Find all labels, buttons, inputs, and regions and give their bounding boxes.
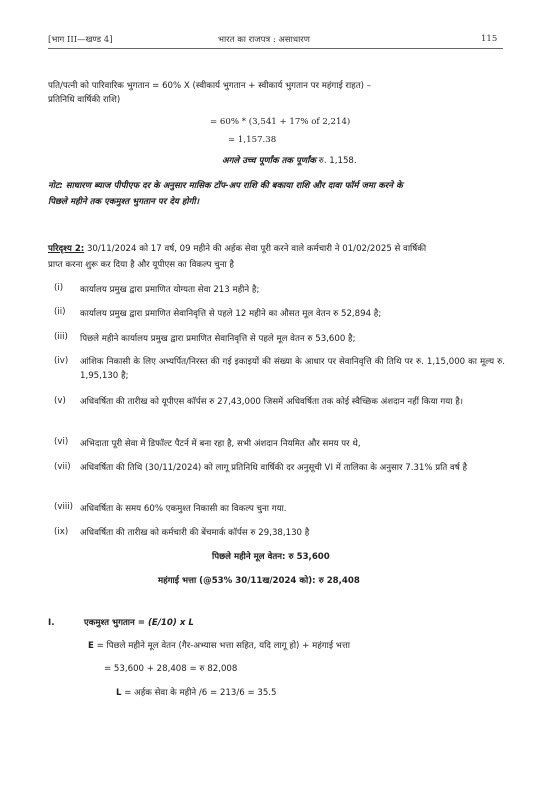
list-item: अधिवर्षिता की तिथि (30/11/2024) को लागू प्रतिनिधि वार्षिकी दर अनुसूची VI में तालिका के अनुसार 7.31% प्रति वर्ष है [80, 463, 468, 473]
scenario-intro-line-2: प्राप्त करना शुरू कर दिया है और यूपीएस का विकल्प चुना है [48, 260, 234, 270]
list-item: कार्यालय प्रमुख द्वारा प्रमाणित सेवानिवृत्ति से पहले 12 महीने का औसत मूल वेतन रु 52,894 है; [80, 309, 382, 319]
section-number: I. [48, 618, 55, 628]
header-section-label: [भाग III—खण्ड 4] [48, 35, 113, 45]
page-number: 115 [481, 34, 498, 44]
list-item: अभिदाता पूरी सेवा में डिफॉल्ट पैटर्न में बना रहा है, सभी अंशदान नियमित और समय पर थे, [80, 439, 361, 449]
summary-dearness-allowance: महंगाई भत्ता (@53% 30/11ख/2024 को): रु 28,408 [158, 576, 360, 586]
list-item-number: (vii) [54, 462, 71, 472]
e-text: = पिछले महीने मूल वेतन (गैर-अभ्यास भत्ता सहित, यदि लागू हो) + महंगाई भत्ता [93, 641, 350, 651]
l-definition [116, 687, 277, 699]
formula-calc-2: = 1,157.38 [228, 135, 277, 145]
list-item: अधिवर्षिता की तारीख को यूपीएस कॉर्पस रु 27,43,000 जिसमें अधिवर्षिता तक कोई स्वैच्छिक अंशदान नहीं किया गया है। [80, 397, 464, 407]
list-item-number: (vi) [54, 437, 69, 447]
list-item: कार्यालय प्रमुख द्वारा प्रमाणित योग्यता सेवा 213 महीने है; [80, 285, 260, 295]
scenario-text-1: 30/11/2024 को 17 वर्ष, 09 महीने की अर्हक सेवा पूरी करने वाले कर्मचारी ने 01/02/2025 से वार्षिकी [84, 244, 427, 254]
list-item-number: (i) [54, 283, 64, 293]
header-gazette-title: भारत का राजपत्र : असाधारण [218, 35, 310, 45]
list-item: पिछले महीने कार्यालय प्रमुख द्वारा प्रमाणित सेवानिवृत्ति से पहले मूल वेतन रु 53,600 है; [80, 334, 356, 344]
list-item-number: (iv) [54, 356, 69, 366]
note-line-1: नोट: साधारण ब्याज पीपीएफ दर के अनुसार मासिक टॉप-अप राशि की बकाया राशि और दावा फॉर्म जमा करने के [48, 181, 403, 191]
note-line-2: पिछले महीने तक एकमुश्त भुगतान पर देय होगी। [48, 197, 199, 207]
l-text: = अर्हक सेवा के महीने /6 = 213/6 = 35.5 [121, 688, 277, 698]
e-label: E [88, 641, 94, 651]
header-rule [48, 48, 503, 49]
list-item-number: (iii) [54, 332, 68, 342]
section-formula: (E/10) x L [148, 618, 194, 628]
e-calculation: = 53,600 + 28,408 = रु 82,008 [104, 664, 238, 674]
rounding-label: अगले उच्च पूर्णांक तक पूर्णांक [222, 156, 316, 166]
l-label: L [116, 688, 122, 698]
rounding-line [222, 155, 357, 167]
formula-line-1: पति/पत्नी को पारिवारिक भुगतान = 60% X (स्वीकार्य भुगतान + स्वीकार्य भुगतान पर महंगाई राहत) – [48, 81, 372, 91]
formula-calc-1: = 60% * (3,541 + 17% of 2,214) [210, 117, 351, 127]
section-title: एकमुश्त भुगतान = [84, 618, 148, 628]
list-item-number: (viii) [54, 502, 73, 512]
scenario-label: परिदृश्य 2: [48, 244, 85, 254]
list-item-number: (v) [54, 396, 66, 406]
section-title-line [84, 617, 194, 629]
rounding-value: रु. 1,158. [315, 156, 357, 166]
list-item-number: (ix) [54, 527, 69, 537]
e-definition [88, 640, 350, 652]
list-item: आंशिक निकासी के लिए अभ्यर्पित/निरस्त की गई इकाइयों की संख्या के आधार पर सेवानिवृत्ति की तिथि पर रु. 1,15,000 का मूल्य रु. 1,95,130 है; [80, 357, 505, 381]
summary-basic-pay: पिछले महीने मूल वेतन: रु 53,600 [212, 552, 330, 562]
list-item: अधिवर्षिता के समय 60% एकमुश्त निकासी का विकल्प चुना गया. [80, 504, 287, 514]
list-item: अधिवर्षिता की तारीख को कर्मचारी की बेंचमार्क कॉर्पस रु 29,38,130 है [80, 528, 310, 538]
formula-line-2: प्रतिनिधि वार्षिकी राशि) [48, 95, 121, 105]
scenario-intro-line-1 [48, 243, 426, 255]
list-item-number: (ii) [54, 307, 66, 317]
